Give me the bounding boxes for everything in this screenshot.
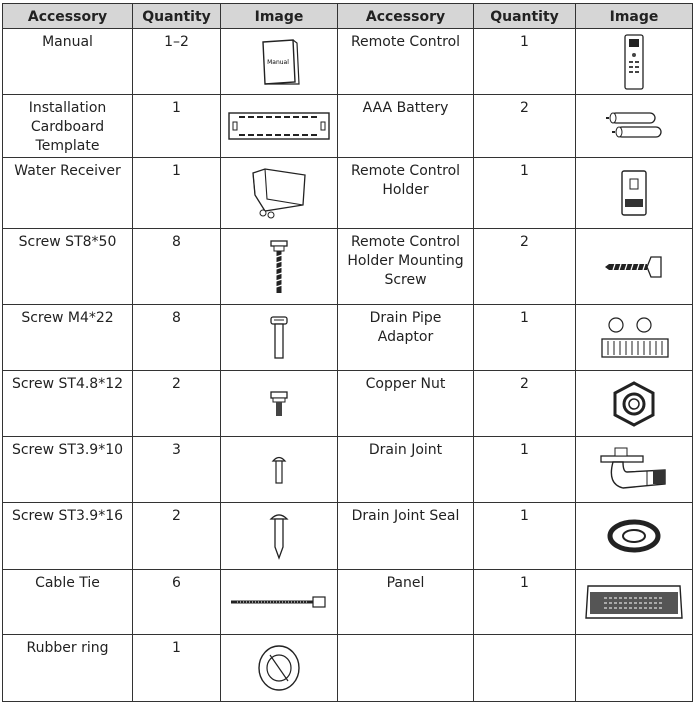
accessory-name: Drain Joint Seal (338, 503, 474, 570)
accessory-name: Screw ST8*50 (3, 229, 133, 305)
empty-cell (474, 635, 576, 702)
accessory-name: Drain Pipe Adaptor (338, 305, 474, 371)
manual-booklet-icon (221, 29, 338, 95)
accessory-name: Remote Control Holder Mounting Screw (338, 229, 474, 305)
accessory-quantity: 1–2 (133, 29, 221, 95)
machine-screw-icon (221, 305, 338, 371)
hex-screw-icon (221, 371, 338, 437)
accessory-name: Water Receiver (3, 158, 133, 229)
accessory-quantity: 1 (474, 158, 576, 229)
long-screw-icon (221, 229, 338, 305)
rubber-ring-icon (221, 635, 338, 702)
pointed-screw-icon (221, 503, 338, 570)
table-row (3, 437, 693, 503)
accessory-name: Copper Nut (338, 371, 474, 437)
accessory-table (2, 3, 693, 702)
accessory-quantity: 1 (133, 635, 221, 702)
empty-cell (338, 635, 474, 702)
accessory-quantity: 2 (474, 229, 576, 305)
table-row (3, 305, 693, 371)
accessory-name: Installation Cardboard Template (3, 95, 133, 158)
accessory-name: Rubber ring (3, 635, 133, 702)
cable-tie-icon (221, 570, 338, 635)
accessory-quantity: 2 (474, 95, 576, 158)
accessory-quantity: 1 (133, 95, 221, 158)
accessory-name: Remote Control Holder (338, 158, 474, 229)
accessory-name: Screw ST3.9*16 (3, 503, 133, 570)
accessory-quantity: 1 (133, 158, 221, 229)
table-row (3, 371, 693, 437)
accessory-name: Panel (338, 570, 474, 635)
accessory-quantity: 1 (474, 503, 576, 570)
header-row (3, 4, 693, 29)
drain-joint-icon (576, 437, 693, 503)
accessory-quantity: 2 (133, 371, 221, 437)
panel-icon (576, 570, 693, 635)
accessory-name: Screw ST3.9*10 (3, 437, 133, 503)
small-screw-icon (221, 437, 338, 503)
accessory-name: Manual (3, 29, 133, 95)
table-row (3, 503, 693, 570)
accessory-quantity: 1 (474, 437, 576, 503)
accessory-quantity: 1 (474, 570, 576, 635)
aaa-battery-icon (576, 95, 693, 158)
drain-pipe-adaptor-icon (576, 305, 693, 371)
empty-cell (576, 635, 693, 702)
table-row (3, 29, 693, 95)
header-image: Image (576, 4, 693, 29)
accessory-quantity: 8 (133, 305, 221, 371)
accessory-quantity: 2 (133, 503, 221, 570)
accessory-name: Drain Joint (338, 437, 474, 503)
accessory-name: AAA Battery (338, 95, 474, 158)
accessory-quantity: 1 (474, 305, 576, 371)
manual-label: Manual (267, 58, 289, 66)
accessory-name: Cable Tie (3, 570, 133, 635)
header-quantity: Quantity (474, 4, 576, 29)
table-row (3, 95, 693, 158)
cardboard-template-icon (221, 95, 338, 158)
copper-nut-icon (576, 371, 693, 437)
accessory-name: Screw ST4.8*12 (3, 371, 133, 437)
water-receiver-icon (221, 158, 338, 229)
remote-control-icon (576, 29, 693, 95)
header-quantity: Quantity (133, 4, 221, 29)
header-accessory: Accessory (338, 4, 474, 29)
header-image: Image (221, 4, 338, 29)
accessory-name: Remote Control (338, 29, 474, 95)
accessory-quantity: 2 (474, 371, 576, 437)
table-row (3, 158, 693, 229)
header-accessory: Accessory (3, 4, 133, 29)
accessory-quantity: 6 (133, 570, 221, 635)
accessory-quantity: 3 (133, 437, 221, 503)
accessory-name: Screw M4*22 (3, 305, 133, 371)
mounting-screw-icon (576, 229, 693, 305)
remote-holder-icon (576, 158, 693, 229)
accessory-quantity: 8 (133, 229, 221, 305)
table-row (3, 570, 693, 635)
accessory-quantity: 1 (474, 29, 576, 95)
seal-ring-icon (576, 503, 693, 570)
table-row (3, 635, 693, 702)
table-row (3, 229, 693, 305)
